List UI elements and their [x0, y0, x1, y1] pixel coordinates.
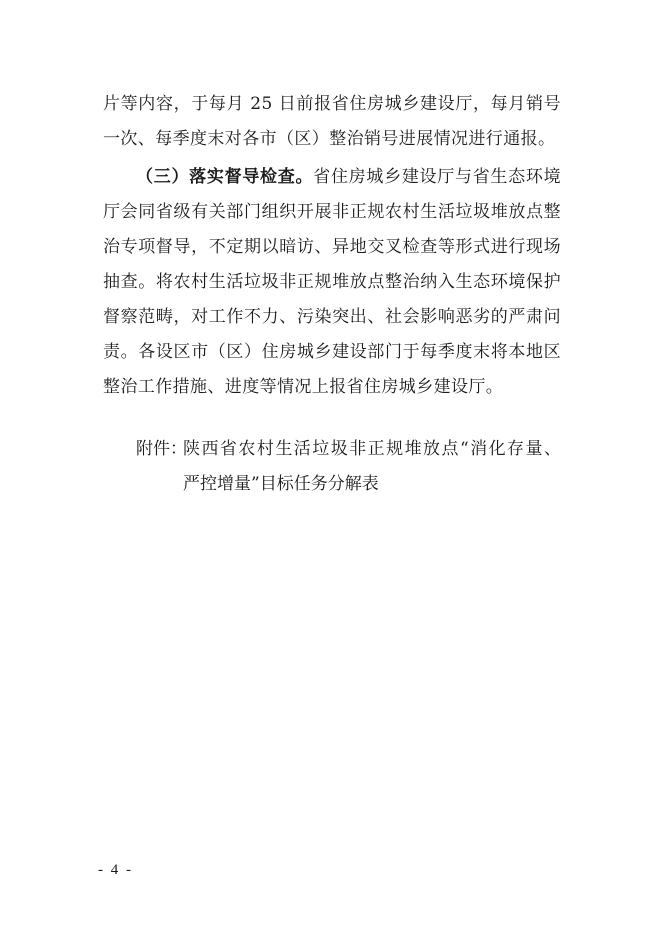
paragraph-line: 整治工作措施、进度等情况上报省住房城乡建设厅。 — [103, 377, 504, 397]
paragraph-line: 厅会同省级有关部门组织开展非正规农村生活垃圾堆放点整 — [103, 202, 561, 222]
attachment-title-line: 严控增量”目标任务分解表 — [183, 474, 379, 494]
section-text: 省住房城乡建设厅与省生态环境 — [313, 167, 561, 187]
section-heading: （三）落实督导检查。 — [136, 167, 314, 187]
paragraph-line: 督察范畴，对工作不力、污染突出、社会影响恶劣的严肃问 — [103, 307, 561, 327]
paragraph-line: 抽查。将农村生活垃圾非正规堆放点整治纳入生态环境保护 — [103, 272, 561, 292]
paragraph-line: 责。各设区市（区）住房城乡建设部门于每季度末将本地区 — [103, 342, 561, 362]
paragraph-line: 一次、每季度末对各市（区）整治销号进展情况进行通报。 — [103, 129, 556, 149]
paragraph-line: 治专项督导，不定期以暗访、异地交叉检查等形式进行现场 — [103, 237, 561, 257]
section-heading-line — [136, 165, 561, 189]
attachment-label: 附件： — [136, 439, 187, 459]
page-number: - 4 - — [98, 862, 133, 878]
attachment-title-line: 陕西省农村生活垃圾非正规堆放点“消化存量、 — [183, 439, 561, 459]
paragraph-line: 片等内容，于每月 25 日前报省住房城乡建设厅，每月销号 — [103, 94, 561, 114]
